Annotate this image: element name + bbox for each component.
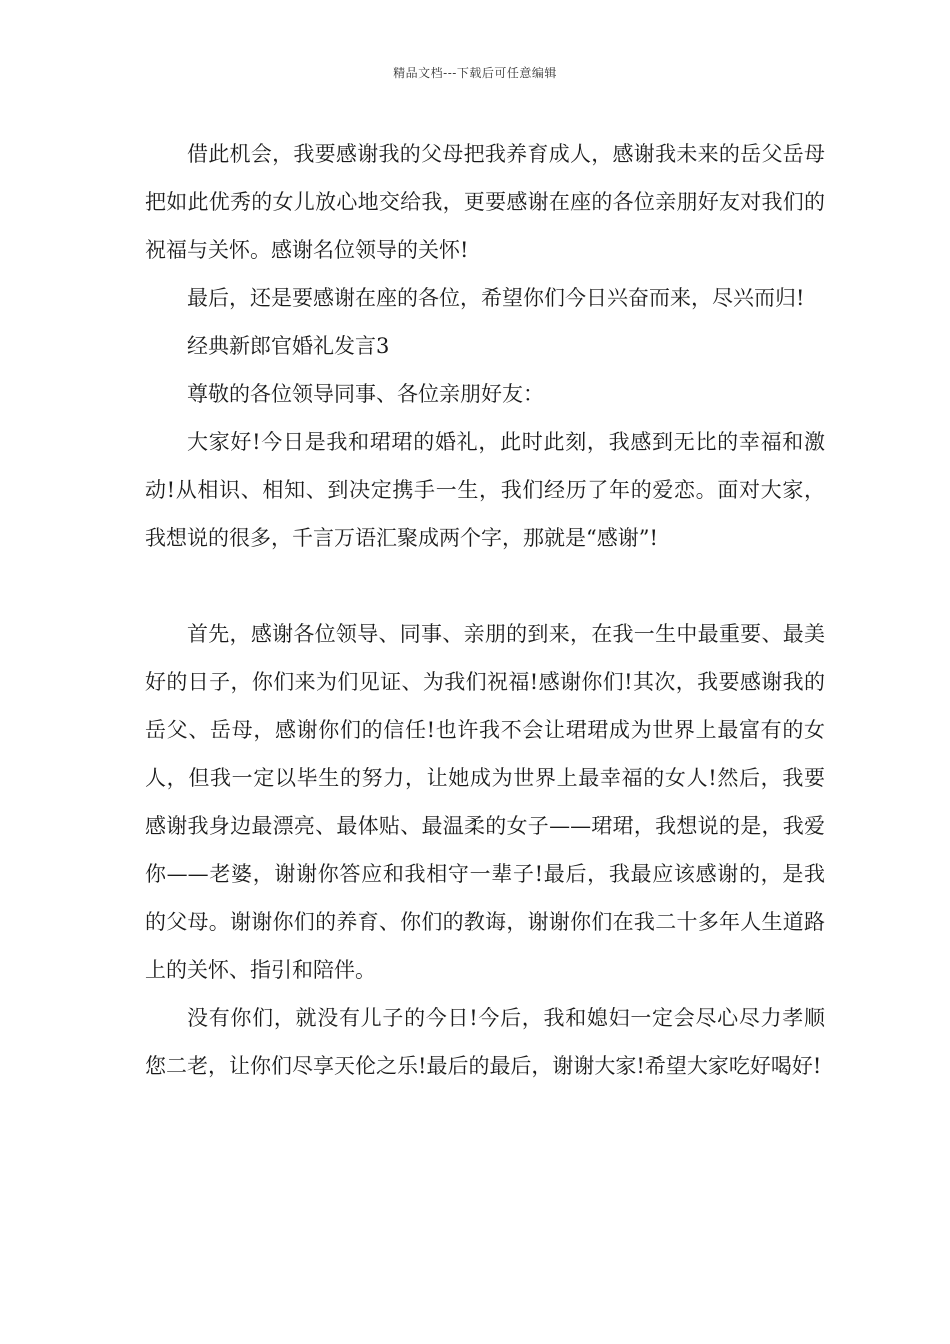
document-body xyxy=(145,130,825,1090)
paragraph-promise: 没有你们，就没有儿子的今日!今后，我和媳妇一定会尽心尽力孝顺您二老，让你们尽享天伦之乐!最后的最后，谢谢大家!希望大家吃好喝好! xyxy=(145,1006,825,1078)
paragraph-greeting: 大家好!今日是我和珺珺的婚礼，此时此刻，我感到无比的幸福和激动!从相识、相知、到决定携手一生，我们经历了年的爱恋。面对大家，我想说的很多，千言万语汇聚成两个字，那就是“感谢”! xyxy=(145,430,825,550)
paragraph-thanks-parents: 借此机会，我要感谢我的父母把我养育成人，感谢我未来的岳父岳母把如此优秀的女儿放心地交给我，更要感谢在座的各位亲朋好友对我们的祝福与关怀。感谢名位领导的关怀! xyxy=(145,142,825,262)
paragraph-gratitude: 首先，感谢各位领导、同事、亲朋的到来，在我一生中最重要、最美好的日子，你们来为们见证、为我们祝福!感谢你们!其次，我要感谢我的岳父、岳母，感谢你们的信任!也许我不会让珺珺成为世界上最富有的女人，但我一定以毕生的努力，让她成为世界上最幸福的女人!然后，我要感谢我身边最漂亮、最体贴、最温柔的女子——珺珺，我想说的是，我爱你——老婆，谢谢你答应和我相守一辈子!最后，我最应该感谢的，是我的父母。谢谢你们的养育、你们的教诲，谢谢你们在我二十多年人生道路上的关怀、指引和陪伴。 xyxy=(145,622,825,982)
paragraph-salutation: 尊敬的各位领导同事、各位亲朋好友： xyxy=(187,382,544,406)
page-header: 精品文档---下载后可任意编辑 xyxy=(393,66,557,80)
section-title: 经典新郎官婚礼发言3 xyxy=(187,334,390,358)
paragraph-closing-thanks: 最后，还是要感谢在座的各位，希望你们今日兴奋而来，尽兴而归! xyxy=(187,286,805,310)
